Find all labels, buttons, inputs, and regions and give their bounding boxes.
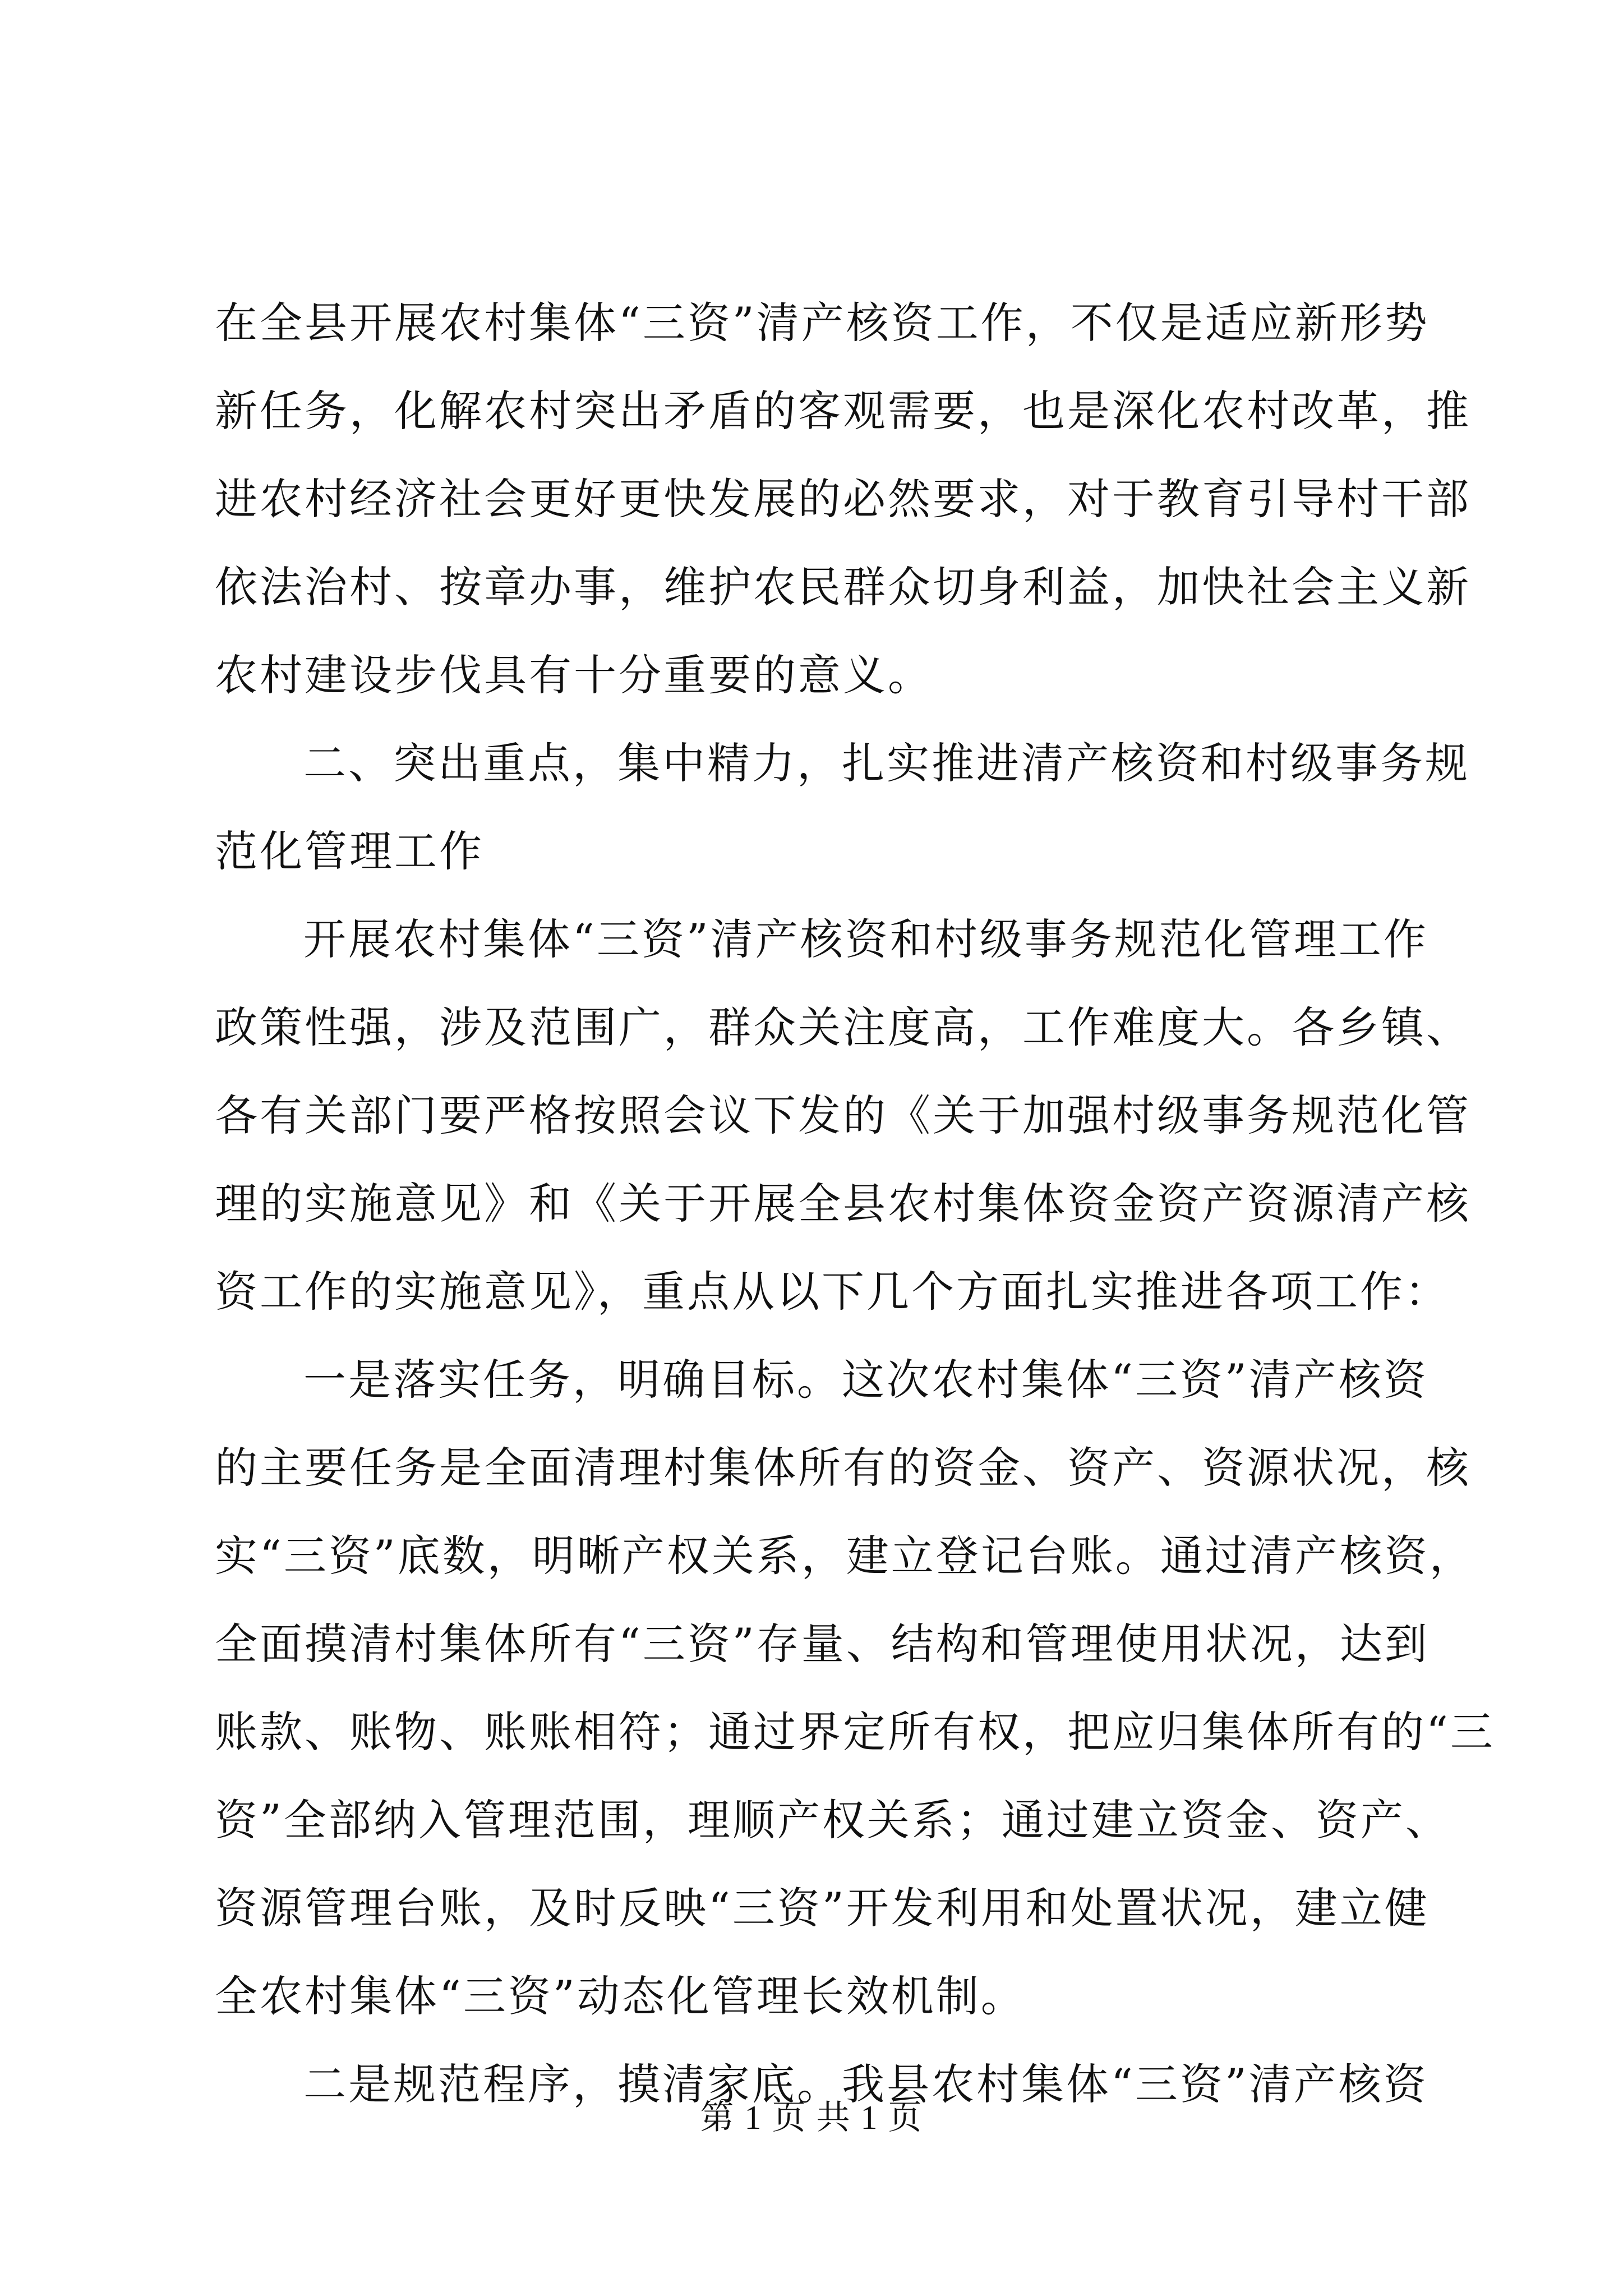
text-line: 实“三资”底数，明晰产权关系，建立登记台账。通过清产核资，: [215, 1531, 1474, 1581]
text-line: 一是落实任务，明确目标。这次农村集体“三资”清产核资: [303, 1355, 1428, 1405]
page-footer: 第 1 页 共 1 页: [700, 2099, 923, 2136]
text-line: 理的实施意见》和《关于开展全县农村集体资金资产资源清产核: [215, 1179, 1471, 1228]
document-body: [215, 279, 1495, 2128]
section-heading-line: 范化管理工作: [215, 826, 484, 876]
text-line: 各有关部门要严格按照会议下发的《关于加强村级事务规范化管: [215, 1091, 1471, 1140]
text-line: 资源管理台账，及时反映“三资”开发利用和处置状况，建立健: [215, 1883, 1430, 1933]
text-line: 开展农村集体“三资”清产核资和村级事务规范化管理工作: [303, 914, 1428, 964]
text-line: 资工作的实施意见》，重点从以下几个方面扎实推进各项工作：: [215, 1267, 1450, 1317]
text-line: 新任务，化解农村突出矛盾的客观需要，也是深化农村改革，推: [215, 386, 1471, 436]
text-line: 在全县开展农村集体“三资”清产核资工作，不仅是适应新形势: [215, 298, 1430, 348]
text-line: 账款、账物、账账相符；通过界定所有权，把应归集体所有的“三: [215, 1707, 1495, 1757]
text-line: 依法治村、按章办事，维护农民群众切身利益，加快社会主义新: [215, 562, 1471, 612]
text-line: 资”全部纳入管理范围，理顺产权关系；通过建立资金、资产、: [215, 1795, 1450, 1845]
text-line: 全农村集体“三资”动态化管理长效机制。: [215, 1971, 1026, 2021]
text-line: 政策性强，涉及范围广，群众关注度高，工作难度大。各乡镇、: [215, 1002, 1471, 1052]
text-line: 的主要任务是全面清理村集体所有的资金、资产、资源状况，核: [215, 1443, 1471, 1493]
text-line: 农村建设步伐具有十分重要的意义。: [215, 650, 933, 700]
text-line: 二是规范程序，摸清家底。我县农村集体“三资”清产核资: [303, 2059, 1428, 2109]
section-heading-line: 二、突出重点，集中精力，扎实推进清产核资和村级事务规: [303, 738, 1470, 788]
text-line: 进农村经济社会更好更快发展的必然要求，对于教育引导村干部: [215, 474, 1471, 524]
text-line: 全面摸清村集体所有“三资”存量、结构和管理使用状况，达到: [215, 1619, 1430, 1669]
